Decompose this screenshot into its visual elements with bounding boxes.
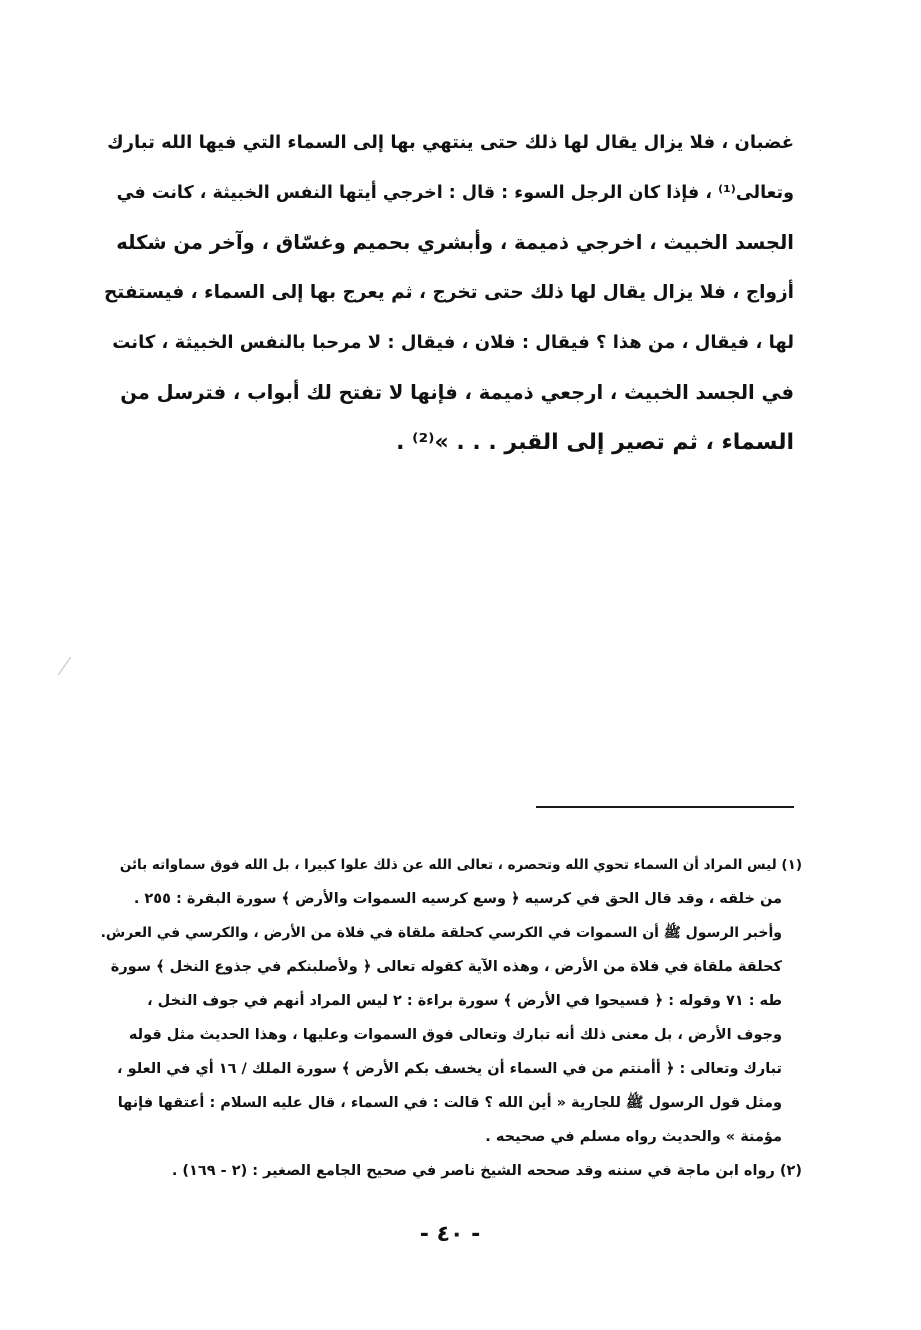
footnote-separator <box>536 806 794 808</box>
footnote-1-line: (١) ليس المراد أن السماء تحوي الله وتحصره ، تعالى الله عن ذلك علوا كبيرا ، بل الله فوق سماواته بائن <box>119 857 802 873</box>
footnote-1-line: وجوف الأرض ، بل معنى ذلك أنه تبارك وتعالى فوق السموات وعليها ، وهذا الحديث مثل قوله <box>128 1027 782 1043</box>
footnote-1-line: مؤمنة » والحديث رواه مسلم في صحيحه . <box>485 1129 782 1145</box>
footnote-1-line: طه : ٧١ وقوله : ﴿ فسيحوا في الأرض ﴾ سورة براءة : ٢ ليس المراد أنهم في جوف النخل ، <box>147 993 782 1009</box>
body-line: وتعالى⁽¹⁾ ، فإذا كان الرجل السوء : قال : اخرجي أيتها النفس الخبيثة ، كانت في <box>116 183 794 203</box>
page-number: - ٤٠ - <box>419 1222 481 1247</box>
body-line: لها ، فيقال ، من هذا ؟ فيقال : فلان ، فيقال : لا مرحبا بالنفس الخبيثة ، كانت <box>112 332 794 353</box>
footnote-2-line: (٢) رواه ابن ماجة في سننه وقد صححه الشيخ ناصر في صحيح الجامع الصغير : (٢ - ١٦٩) . <box>171 1163 802 1179</box>
footnote-1-line: كحلقة ملقاة في فلاة من الأرض ، وهذه الآية كقوله تعالى ﴿ ولأصلبنكم في جذوع النخل ﴾ سورة <box>110 959 782 975</box>
body-line: الجسد الخبيث ، اخرجي ذميمة ، وأبشري بحميم وغسّاق ، وآخر من شكله <box>116 231 794 254</box>
footnote-1-line: من خلقه ، وقد قال الحق في كرسيه ﴿ وسع كرسيه السموات والأرض ﴾ سورة البقرة : ٢٥٥ . <box>133 891 782 907</box>
body-line: السماء ، ثم تصير إلى القبر . . . »⁽²⁾ . <box>396 430 794 455</box>
footnotes-block <box>100 848 802 1188</box>
scan-mark <box>58 657 71 676</box>
body-line: غضبان ، فلا يزال يقال لها ذلك حتى ينتهي بها إلى السماء التي فيها الله تبارك <box>107 132 794 153</box>
footnote-1-line: وأخبر الرسول ﷺ أن السموات في الكرسي كحلقة ملقاة في فلاة من الأرض ، والكرسي في العرش. <box>100 925 782 941</box>
footnote-1-line: ومثل قول الرسول ﷺ للجارية « أين الله ؟ قالت : في السماء ، قال عليه السلام : أعتقها فإنها <box>117 1095 782 1111</box>
main-text-block <box>104 118 794 468</box>
body-line: أزواج ، فلا يزال يقال لها ذلك حتى تخرج ، ثم يعرج بها إلى السماء ، فيستفتح <box>103 282 794 303</box>
body-line: في الجسد الخبيث ، ارجعي ذميمة ، فإنها لا تفتح لك أبواب ، فترسل من <box>120 381 794 404</box>
footnote-1-line: تبارك وتعالى : ﴿ أأمنتم من في السماء أن يخسف بكم الأرض ﴾ سورة الملك / ١٦ أي في العلو ، <box>117 1061 782 1077</box>
